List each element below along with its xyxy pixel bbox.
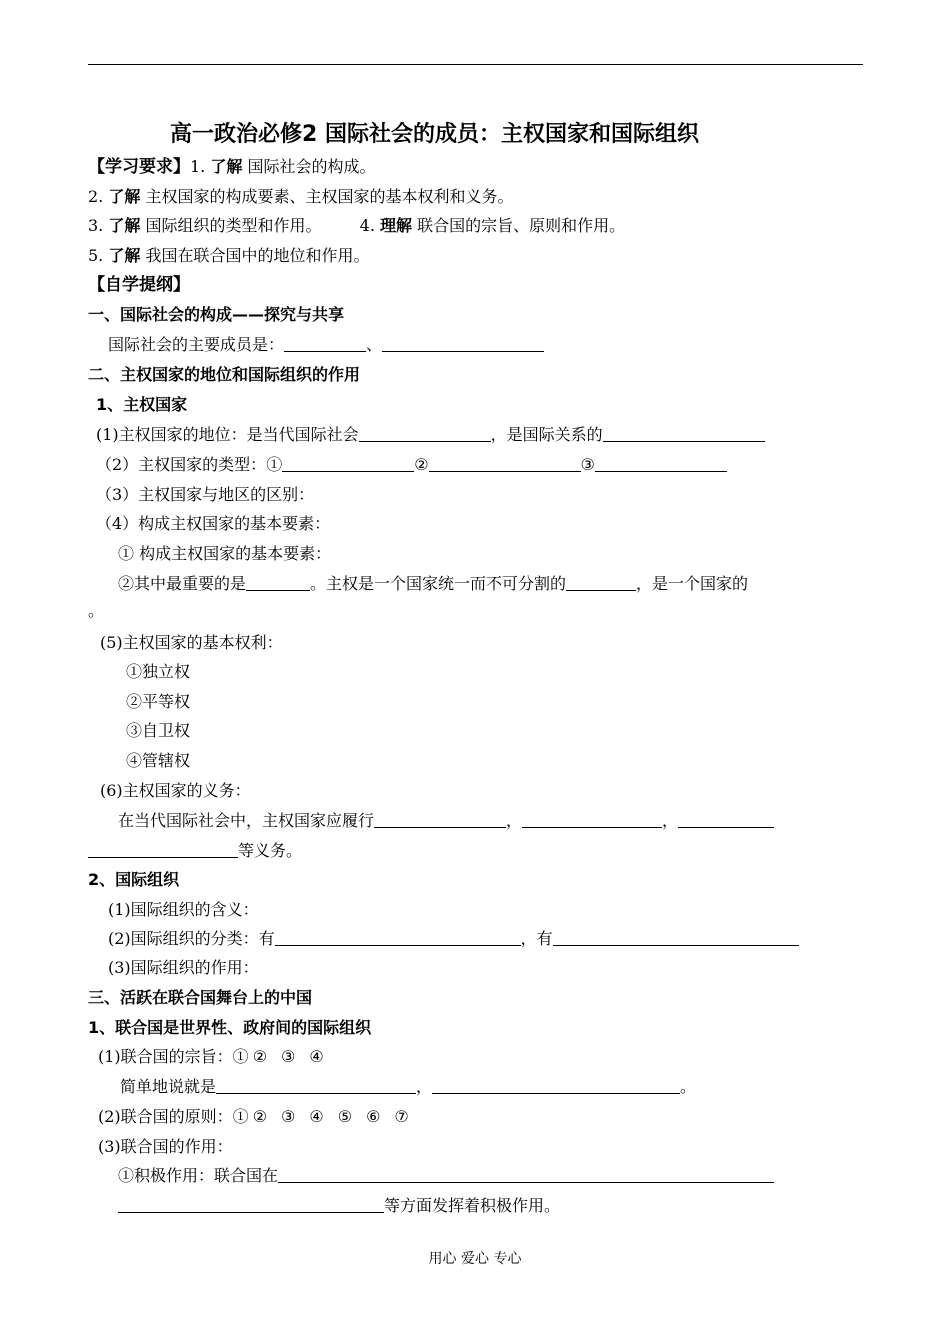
right-equality: ②平等权 [126,692,191,711]
req-item-4-text: 联合国的宗旨、原则和作用。 [417,216,626,235]
sovereignty-label-2: 。主权是一个国家统一而不可分割的 [310,574,567,593]
req-item-3-text: 国际组织的类型和作用。 [145,216,322,235]
right-self-defense: ③自卫权 [126,721,191,740]
un-purposes-label: (1)联合国的宗旨： [98,1047,233,1066]
principle-marker-2: ② [252,1107,268,1126]
subsection-sovereign-state: 1、主权国家 [96,395,188,414]
blank-member-2[interactable] [382,335,544,352]
subsection-un: 1、联合国是世界性、政府间的国际组织 [88,1018,372,1037]
right-jurisdiction: ④管辖权 [126,751,191,770]
state-types-line [96,454,727,476]
type-marker-2: ② [414,455,429,474]
summary-comma: ， [416,1077,433,1096]
org-role: (3)国际组织的作用： [108,958,259,977]
blank-sovereignty-1[interactable] [246,574,310,591]
purpose-marker-4: ④ [309,1047,324,1066]
blank-positive-role-1[interactable] [278,1166,774,1183]
un-purposes-summary [120,1076,696,1098]
req-item-2-verb: 了解 [108,187,141,206]
blank-sovereignty-2[interactable] [566,574,636,591]
principle-marker-7: ⑦ [394,1107,409,1126]
section-1-members [108,334,544,356]
obligations-end: 等义务。 [238,841,303,860]
basic-elements-heading: （4）构成主权国家的基本要素： [96,514,331,533]
sovereignty-label-1: ②其中最重要的是 [118,574,247,593]
type-marker-3: ③ [580,455,595,474]
summary-label: 简单地说就是 [120,1077,217,1096]
blank-positive-role-2[interactable] [118,1196,384,1213]
obligations-comma-2: ， [662,811,679,830]
obligations-line [118,810,774,832]
right-independence: ①独立权 [126,662,191,681]
blank-obligation-2[interactable] [522,811,662,828]
state-status-line [96,424,765,446]
blank-type-3[interactable] [595,455,727,472]
requirements-header: 【学习要求】 [88,157,190,177]
requirements-line-4 [88,245,369,267]
positive-role-end: 等方面发挥着积极作用。 [384,1196,561,1215]
req-item-1-num: 1. [190,157,206,176]
org-classification-line [108,928,799,950]
blank-status-1[interactable] [359,425,491,442]
members-sep: 、 [366,335,383,354]
blank-member-1[interactable] [284,335,366,352]
principle-marker-6: ⑥ [366,1107,381,1126]
section-1-heading: 一、国际社会的构成——探究与共享 [88,305,345,324]
un-role-heading: (3)联合国的作用： [98,1137,233,1156]
section-2-heading: 二、主权国家的地位和国际组织的作用 [88,365,361,384]
purpose-marker-3: ③ [281,1047,296,1066]
req-item-2-text: 主权国家的构成要素、主权国家的基本权利和义务。 [145,187,514,206]
un-purposes-line [98,1046,324,1068]
blank-type-2[interactable] [429,455,581,472]
blank-status-2[interactable] [603,425,765,442]
obligations-line-2 [88,840,302,862]
principle-marker-4: ④ [309,1107,324,1126]
un-principles-line [98,1106,409,1128]
principle-marker-3: ③ [281,1107,296,1126]
section-3-heading: 三、活跃在联合国舞台上的中国 [88,988,313,1007]
state-status-label: (1)主权国家的地位：是当代国际社会 [96,425,359,444]
blank-org-type-2[interactable] [553,929,799,946]
req-item-2-num: 2. [88,187,104,206]
state-region-difference: （3）主权国家与地区的区别： [96,485,315,504]
req-item-1-text: 国际社会的构成。 [247,157,376,176]
obligations-comma-1: ， [506,811,523,830]
blank-summary-2[interactable] [432,1077,680,1094]
un-positive-role-line-2 [118,1195,560,1217]
req-item-5-text: 我国在联合国中的地位和作用。 [145,246,370,265]
obligations-heading: (6)主权国家的义务： [100,781,251,800]
type-marker-1: ① [266,455,283,474]
purpose-marker-1: ① [232,1047,249,1066]
requirements-line-3 [88,215,625,237]
sovereignty-line-end: 。 [88,601,105,620]
sovereignty-line [118,573,748,595]
un-principles-label: (2)联合国的原则： [98,1107,233,1126]
state-status-label-2: ，是国际关系的 [490,425,603,444]
blank-obligation-3[interactable] [678,811,774,828]
requirements-line-1 [88,156,375,178]
req-item-1-verb: 了解 [210,157,243,176]
req-item-5-verb: 了解 [108,246,141,265]
basic-elements-item-1: ① 构成主权国家的基本要素： [118,544,332,563]
org-classification-label: (2)国际组织的分类：有 [108,929,275,948]
requirements-line-2 [88,186,513,208]
org-classification-label-2: ，有 [520,929,553,948]
page-footer: 用心 爱心 专心 [428,1251,522,1267]
principle-marker-1: ① [232,1107,249,1126]
state-types-label: （2）主权国家的类型： [96,455,267,474]
blank-org-type-1[interactable] [275,929,521,946]
outline-header: 【自学提纲】 [88,275,190,295]
subsection-intl-org: 2、国际组织 [88,870,180,889]
req-item-5-num: 5. [88,246,104,265]
summary-end: 。 [680,1077,697,1096]
page-title: 高一政治必修2 国际社会的成员：主权国家和国际组织 [170,122,699,147]
org-meaning: (1)国际组织的含义： [108,900,259,919]
header-rule [88,64,863,65]
req-item-3-verb: 了解 [108,216,141,235]
blank-type-1[interactable] [282,455,414,472]
members-label: 国际社会的主要成员是： [108,335,285,354]
un-positive-role-line [118,1165,774,1187]
blank-summary-1[interactable] [216,1077,416,1094]
sovereignty-label-3: ，是一个国家的 [636,574,749,593]
obligations-label: 在当代国际社会中，主权国家应履行 [118,811,375,830]
principle-marker-5: ⑤ [337,1107,353,1126]
basic-rights-heading: (5)主权国家的基本权利： [100,633,283,652]
req-item-4-verb: 理解 [380,216,413,235]
purpose-marker-2: ② [252,1047,268,1066]
blank-obligation-1[interactable] [374,811,506,828]
positive-role-label: ①积极作用：联合国在 [118,1166,279,1185]
req-item-4-num: 4. [359,216,375,235]
req-item-3-num: 3. [88,216,104,235]
blank-obligation-4[interactable] [88,841,238,858]
